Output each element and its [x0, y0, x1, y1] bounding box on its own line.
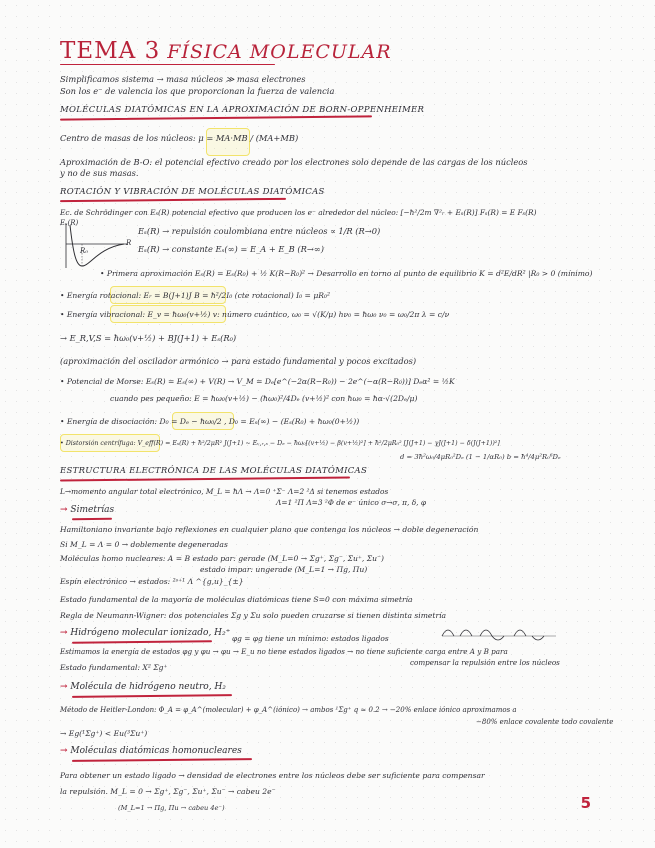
title-rest: FÍSICA MOLECULAR [167, 41, 392, 63]
rot-line-10: cuando pes pequeño: E = ħω₀(v+½) − (ħω₀)²/4Dₑ (v+½)² con ħω₀ = ħα·√(2Dₑ/μ) [110, 394, 418, 403]
sim-line-5: Espín electrónico → estados: ²ˢ⁺¹ Λ ^{g,u}_{±} [60, 577, 244, 586]
rot-line-1: Ec. de Schrödinger con Eₛ(R) potencial efectivo que producen los e⁻ alrededor del núcleo: [−ħ²/2m ∇²ᵣ + Eₛ(R)] Fₛ(R) = E Fₛ(R) [60, 208, 537, 217]
sim-line-2: Si M_L = Λ = 0 → doblemente degeneradas [60, 540, 228, 549]
simetrias-label: Simetrías [70, 505, 115, 515]
homo-line-1: Para obtener un estado ligado → densidad de electrones entre los núcleos debe ser suficiente para compensar [60, 771, 485, 780]
h2plus-label: Hidrógeno molecular ionizado, H₂⁺ [70, 628, 231, 638]
rot-line-5: • Energía rotacional: Eᵣ = B(J+1)J B = ħ²/2I₀ (cte rotacional) I₀ = μR₀² [60, 291, 331, 300]
rot-line-13: d = 3ħ²ω₀/4μR₀²Dₑ (1 − 1/αR₀) b = ħ⁴/4μ²R₀⁶Dₑ [400, 453, 561, 461]
heading-simetrias [60, 505, 114, 516]
est-line-1: L→momento angular total electrónico, M_L = ħΛ → Λ=0 ⁺Σ⁻ Λ=2 ²Δ si tenemos estados [60, 487, 389, 496]
figure-label-r0: R₀ [80, 247, 89, 255]
intro-line-2: Son los e⁻ de valencia los que proporcionan la fuerza de valencia [60, 86, 335, 96]
sim-line-3: Moléculas homo nucleares: A = B estado par: gerade (M_L=0 → Σg⁺, Σg⁻, Σu⁺, Σu⁻) [60, 554, 384, 563]
h2-line-3: → Eg(¹Σg⁺) < Eu(³Σu⁺) [60, 729, 148, 738]
born-line-2: Aproximación de B-O: el potencial efectivo creado por los electrones solo depende de las cargas de los núcleos [60, 157, 528, 167]
underline-simetrias [72, 518, 112, 520]
orbital-sketch-figure [440, 622, 560, 644]
heading-rot-vib: ROTACIÓN Y VIBRACIÓN DE MOLÉCULAS DIATÓMICAS [60, 187, 325, 197]
heading-estructura: ESTRUCTURA ELECTRÓNICA DE LAS MOLÉCULAS DIATÓMICAS [60, 466, 368, 476]
homo-line-3: (M_L=1 → Πg, Πu → cabeu 4e⁻) [118, 804, 225, 812]
homo-line-2: la repulsión. M_L = 0 → Σg⁺, Σg⁻, Σu⁺, Σu⁻ → cabeu 2e⁻ [60, 787, 276, 796]
arrow-icon: → [60, 628, 68, 638]
heading-born-oppenheimer: MOLÉCULAS DIATÓMICAS EN LA APROXIMACIÓN DE BORN-OPPENHEIMER [60, 105, 425, 115]
rot-line-7: → E_R,V,S = ħω₀(v+½) + BJ(J+1) + Eₛ(R₀) [60, 333, 237, 343]
born-line-3: y no de sus masas. [60, 168, 139, 178]
arrow-icon: → [60, 746, 68, 756]
rot-line-8: (aproximación del oscilador armónico → para estado fundamental y pocos excitados) [60, 356, 417, 366]
h2plus-line-3: compensar la repulsión entre los núcleos [410, 658, 560, 667]
arrow-icon: → [60, 505, 68, 515]
rot-line-6: • Energía vibracional: E_v = ħω₀(v+½) v: número cuántico, ω₀ = √(K/μ) hν₀ = ħω₀ ν₀ = ω₀/2π λ = c/ν [60, 310, 450, 319]
rot-line-3: Eₛ(R) → constante Eₛ(∞) = E_A + E_B (R→∞) [138, 244, 324, 254]
figure-label-x: R [126, 239, 132, 247]
page-number: 5 [580, 794, 591, 812]
underline-rotvib [60, 198, 286, 202]
h2plus-line-1: φg = φg tiene un mínimo: estados ligados [232, 634, 389, 643]
figure-label-y: Eₛ(R) [60, 219, 79, 227]
arrow-icon: → [60, 682, 68, 692]
born-line-1: Centro de masas de los núcleos: μ = MA·MB / (MA+MB) [60, 133, 299, 143]
sim-line-6: Estado fundamental de la mayoría de moléculas diatómicas tiene S=0 con máxima simetría [60, 595, 413, 604]
h2plus-line-2: Estimamos la energía de estados φg y φu → φu → E_u no tiene estados ligados → no tiene suficiente carga entre A y B para [60, 647, 508, 656]
rot-line-11: • Energía de disociación: D₀ = Dₑ − ħω₀/2 , D₀ = Eₛ(∞) − (Eₛ(R₀) + ħω₀(0+½)) [60, 417, 360, 426]
title-prefix: TEMA 3 [60, 38, 161, 64]
heading-h2 [60, 682, 226, 693]
est-line-2: Λ=1 ²Π Λ=3 ²Φ de e⁻ único σ→σ, π, δ, φ [276, 498, 427, 507]
title-underline [60, 64, 275, 65]
rot-line-9: • Potencial de Morse: Eₛ(R) = Eₛ(∞) + V(R) → V_M = Dₑ[e^(−2α(R−R₀)) − 2e^(−α(R−R₀))] Dₑα² = ½K [60, 377, 455, 386]
intro-line-1: Simplificamos sistema → masa núcleos ≫ masa electrones [60, 74, 306, 84]
page-title [60, 38, 392, 64]
rot-line-12: • Distorsión centrífuga: V_eff(R) = Eₛ(R) + ħ²/2μR² J(J+1) ~ Eᵥ,ᵣ,ₛ − Dₑ − ħω₀[(v+½) − β(v+½)²] + ħ²/2μR₀² [J(J+1) − γJ(J+1) − δ(J(J+1))²] [60, 440, 500, 447]
rot-line-2: Eₛ(R) → repulsión coulombiana entre núcleos ∝ 1/R (R→0) [138, 226, 381, 236]
h2plus-line-4: Estado fundamental: X² Σg⁺ [60, 663, 168, 672]
h2-line-1: Método de Heitler-London: Φ_A = φ_A^(molecular) + φ_A^(iónico) → ambos ¹Σg⁺ q ≈ 0.2 → −20% enlace iónico aproximamos a [60, 706, 517, 714]
underline-estructura [60, 476, 350, 481]
underline-h2 [72, 694, 232, 698]
sim-line-7: Regla de Neumann-Wigner: dos potenciales Σg y Σu solo pueden cruzarse si tienen distinta simetría [60, 611, 447, 620]
underline-homonucleares [72, 758, 252, 762]
sim-line-1: Hamiltoniano invariante bajo reflexiones en cualquier plano que contenga los núcleos → doble degeneración [60, 525, 479, 534]
homonucleares-label: Moléculas diatómicas homonucleares [70, 746, 242, 756]
h2-line-2: −80% enlace covalente todo covalente [476, 718, 614, 726]
heading-homonucleares [60, 746, 242, 757]
underline-h2plus [72, 640, 212, 643]
sim-line-4: estado impar: ungerade (M_L=1 → Πg, Πu) [200, 565, 368, 574]
potential-curve-figure [60, 222, 130, 272]
h2-label: Molécula de hidrógeno neutro, H₂ [70, 682, 226, 692]
rot-line-4: • Primera aproximación Eₛ(R) = Eₛ(R₀) + ½ K(R−R₀)² → Desarrollo en torno al punto de equilibrio K = d²E/dR² |R₀ > 0 (mínimo) [100, 269, 593, 278]
heading-h2plus [60, 628, 230, 639]
underline-born [60, 115, 372, 120]
